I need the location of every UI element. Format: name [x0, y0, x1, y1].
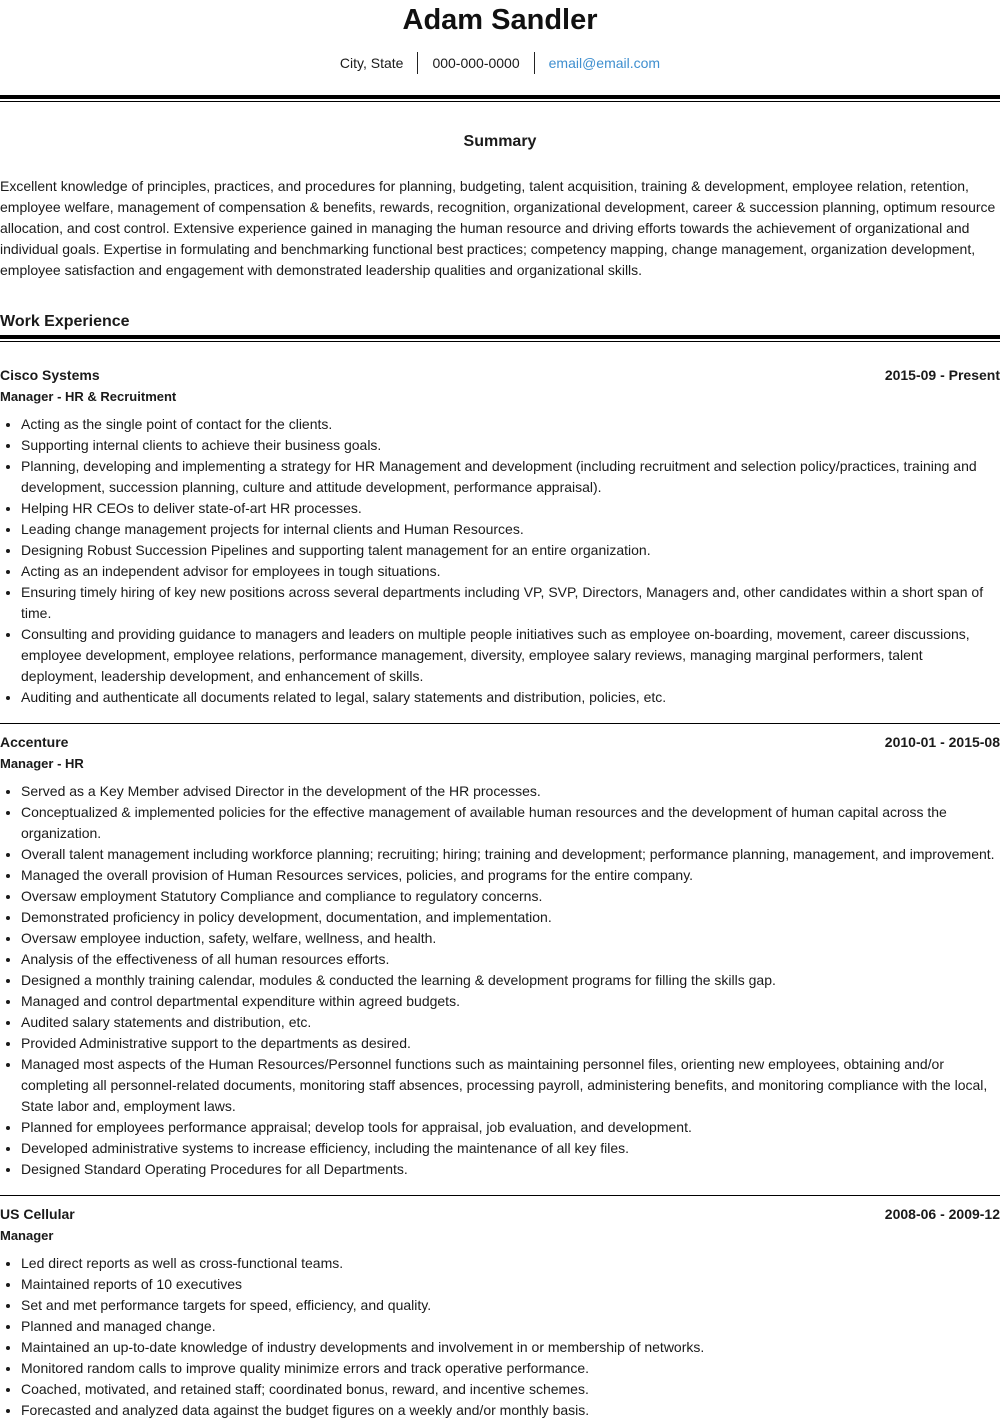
list-item: • Acting as the single point of contact for the clients. — [21, 414, 1000, 435]
list-item: • Set and met performance targets for speed, efficiency, and quality. — [21, 1295, 1000, 1316]
job-dates: 2010-01 - 2015-08 — [884, 734, 1000, 750]
work-experience-heading: Work Experience — [0, 313, 130, 330]
job-entry — [0, 731, 1000, 1180]
list-item: • Provided Administrative support to the departments as desired. — [21, 1033, 1000, 1054]
list-item: • Consulting and providing guidance to managers and leaders on multiple people initiatives such as employee on-boarding, movement, career discussions, employee development, employee relations, performance management, diversity, employee salary reviews, managing marginal performers, talent deployment, leadership development, and enhancement of skills. — [21, 624, 1000, 687]
job-dates: 2015-09 - Present — [884, 367, 1000, 383]
list-item: • Designed Standard Operating Procedures for all Departments. — [21, 1159, 1000, 1180]
summary-heading: Summary — [463, 133, 537, 150]
list-item: • Leading change management projects for internal clients and Human Resources. — [21, 519, 1000, 540]
list-item: • Maintained an up-to-date knowledge of industry developments and involvement in or membership of networks. — [21, 1337, 1000, 1358]
job-company: Cisco Systems — [0, 367, 100, 383]
summary-text: Excellent knowledge of principles, practices, and procedures for planning, budgeting, talent acquisition, training & development, employee relation, retention, employee welfare, management of compensation & benefits, rewards, recognition, organizational development, career & succession planning, optimum resource allocation, and cost control. Extensive experience gained in managing the human resource and driving efforts towards the achievement of organizational and individual goals. Expertise in formulating and benchmarking functional best practices; competency mapping, change management, organization development, employee satisfaction and engagement with demonstrated leadership qualities and organizational skills. — [0, 178, 996, 278]
list-item: • Maintained reports of 10 executives — [21, 1274, 1000, 1295]
list-item: • Designed a monthly training calendar, modules & conducted the learning & development programs for filling the skills gap. — [21, 970, 1000, 991]
candidate-name: Adam Sandler — [402, 4, 598, 36]
job-divider — [0, 723, 1000, 724]
list-item: • Audited salary statements and distribution, etc. — [21, 1012, 1000, 1033]
job-role: Manager - HR — [0, 756, 84, 771]
list-item: • Conceptualized & implemented policies for the effective management of available human resources and the development of human capital across the organization. — [21, 802, 1000, 844]
list-item: • Planned and managed change. — [21, 1316, 1000, 1337]
list-item: • Forecasted and analyzed data against the budget figures on a weekly and/or monthly basis. — [21, 1400, 1000, 1421]
job-role: Manager - HR & Recruitment — [0, 389, 177, 404]
list-item: • Managed the overall provision of Human Resources services, policies, and programs for the entire company. — [21, 865, 1000, 886]
list-item: • Monitored random calls to improve quality minimize errors and track operative performance. — [21, 1358, 1000, 1379]
list-item: • Planning, developing and implementing a strategy for HR Management and development (including recruitment and selection policy/practices, training and development, succession planning, culture and attitude development, performance appraisal). — [21, 456, 1000, 498]
list-item: • Developed administrative systems to increase efficiency, including the maintenance of all key files. — [21, 1138, 1000, 1159]
list-item: • Oversaw employment Statutory Compliance and compliance to regulatory concerns. — [21, 886, 1000, 907]
list-item: • Demonstrated proficiency in policy development, documentation, and implementation. — [21, 907, 1000, 928]
list-item: • Overall talent management including workforce planning; recruiting; hiring; training and development; performance planning, management, and improvement. — [21, 844, 1000, 865]
job-dates: 2008-06 - 2009-12 — [884, 1206, 1000, 1222]
section-divider-bottom — [0, 341, 1000, 342]
list-item: • Managed and control departmental expenditure within agreed budgets. — [21, 991, 1000, 1012]
list-item: • Served as a Key Member advised Director in the development of the HR processes. — [21, 781, 1000, 802]
job-role: Manager — [0, 1228, 54, 1243]
list-item: • Analysis of the effectiveness of all human resources efforts. — [21, 949, 1000, 970]
list-item: • Designing Robust Succession Pipelines and supporting talent management for an entire organization. — [21, 540, 1000, 561]
list-item: • Coached, motivated, and retained staff; coordinated bonus, reward, and incentive schemes. — [21, 1379, 1000, 1400]
header-divider-top — [0, 95, 1000, 99]
contact-email-link[interactable]: email@email.com — [534, 52, 674, 74]
list-item: • Ensuring timely hiring of key new positions across several departments including VP, SVP, Directors, Managers and, other candidates within a short span of time. — [21, 582, 1000, 624]
list-item: • Led direct reports as well as cross-functional teams. — [21, 1253, 1000, 1274]
contact-phone: 000-000-0000 — [417, 52, 533, 74]
list-item: • Acting as an independent advisor for employees in tough situations. — [21, 561, 1000, 582]
job-bullets — [0, 414, 1000, 708]
job-bullets — [0, 1253, 1000, 1421]
job-bullets — [0, 781, 1000, 1180]
list-item: • Planned for employees performance appraisal; develop tools for appraisal, job evaluation, and development. — [21, 1117, 1000, 1138]
job-company: Accenture — [0, 734, 69, 750]
list-item: • Supporting internal clients to achieve their business goals. — [21, 435, 1000, 456]
job-divider — [0, 1195, 1000, 1196]
contact-line — [0, 52, 1000, 74]
job-company: US Cellular — [0, 1206, 75, 1222]
list-item: • Oversaw employee induction, safety, welfare, wellness, and health. — [21, 928, 1000, 949]
job-entry — [0, 1203, 1000, 1421]
list-item: • Managed most aspects of the Human Resources/Personnel functions such as maintaining personnel files, orienting new employees, obtaining and/or completing all personnel-related documents, monitoring staff absences, processing payroll, administering benefits, and monitoring compliance with the local, State labor and, employment laws. — [21, 1054, 1000, 1117]
list-item: • Helping HR CEOs to deliver state-of-art HR processes. — [21, 498, 1000, 519]
header-divider-bottom — [0, 101, 1000, 102]
section-divider-top — [0, 335, 1000, 339]
job-entry — [0, 364, 1000, 708]
contact-location: City, State — [339, 55, 404, 71]
list-item: • Auditing and authenticate all documents related to legal, salary statements and distribution, policies, etc. — [21, 687, 1000, 708]
